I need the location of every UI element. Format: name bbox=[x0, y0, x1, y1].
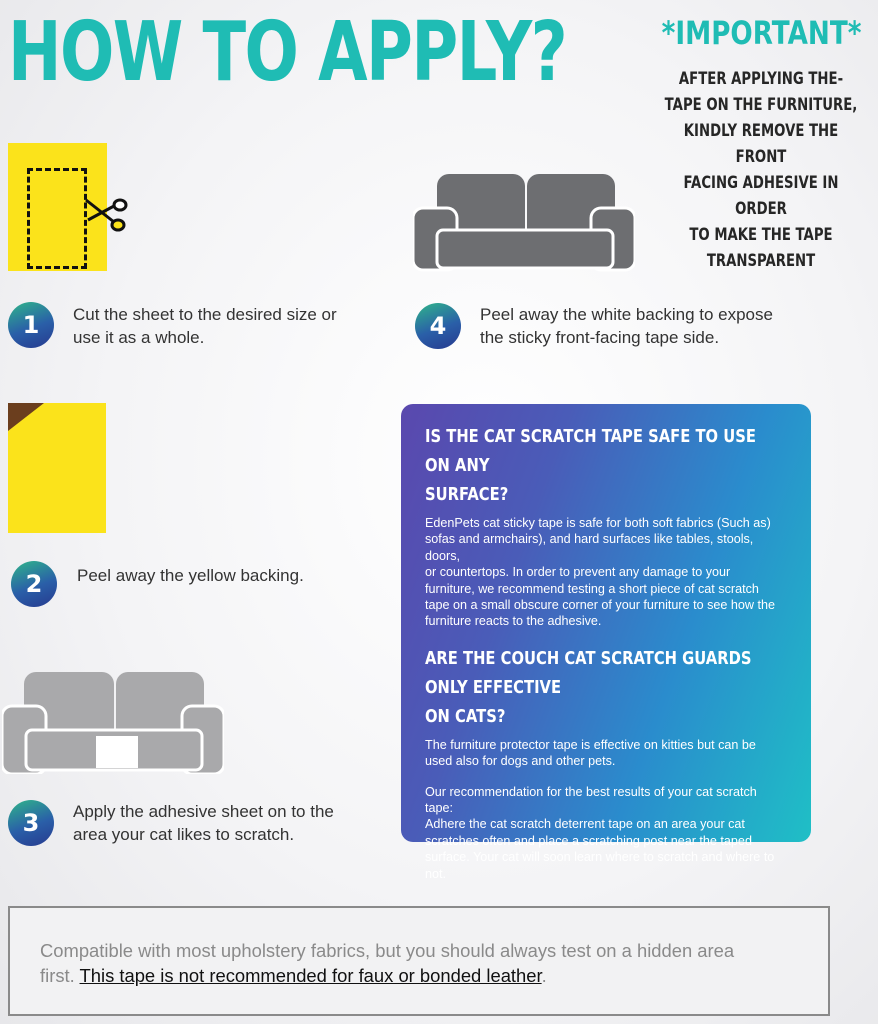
important-note bbox=[659, 66, 863, 274]
important-heading: *IMPORTANT* bbox=[661, 14, 862, 52]
notice-line-1: Compatible with most upholstery fabrics, but you should always test on a hidden area bbox=[40, 940, 735, 961]
faq-answer-line: tape: bbox=[425, 801, 454, 816]
faq-answer-line: EdenPets cat sticky tape is safe for both soft fabrics (Such as) bbox=[425, 516, 771, 530]
faq-question-line: ARE THE COUCH CAT SCRATCH GUARDS ONLY EFFECTIVE bbox=[425, 647, 752, 698]
faq-answer-line: not. bbox=[425, 866, 447, 881]
faq-recommendation bbox=[425, 784, 787, 882]
faq-answer-line: Our recommendation for the best results of your cat scratch bbox=[425, 784, 757, 799]
important-line: AFTER APPLYING THE- bbox=[678, 69, 844, 89]
cut-line-dashed bbox=[27, 168, 87, 269]
step-1-line: Cut the sheet to the desired size or bbox=[73, 305, 337, 324]
important-line: TO MAKE THE TAPE TRANSPARENT bbox=[689, 225, 833, 271]
faq-answer-line: scratches often and place a scratching post near the taped bbox=[425, 833, 752, 848]
step-1-badge: 1 bbox=[8, 302, 54, 348]
faq-answer-line: used also for dogs and other pets. bbox=[425, 754, 616, 769]
yellow-backing-illustration bbox=[8, 403, 106, 533]
faq-answer-line: sofas and armchairs), and hard surfaces like tables, stools, doors, bbox=[425, 532, 754, 563]
step-1-line: use it as a whole. bbox=[73, 328, 205, 347]
faq-answer-line: furniture, we recommend testing a short piece of cat scratch bbox=[425, 581, 759, 596]
faq-answer-line: furniture reacts to the adhesive. bbox=[425, 614, 602, 629]
faq-question-line: ON CATS? bbox=[425, 705, 506, 727]
faq-question-line: SURFACE? bbox=[425, 484, 509, 505]
leather-warning: This tape is not recommended for faux or bonded leather bbox=[79, 965, 542, 986]
page-title: HOW TO APPLY? bbox=[8, 5, 567, 100]
step-4-line: the sticky front-facing tape side. bbox=[480, 328, 720, 347]
step-2-badge: 2 bbox=[11, 561, 57, 607]
faq-answer-2 bbox=[425, 737, 787, 770]
faq-question-1 bbox=[425, 422, 786, 509]
faq-panel bbox=[401, 404, 811, 881]
step-3-line: area your cat likes to scratch. bbox=[73, 825, 295, 844]
peeled-corner-icon bbox=[8, 403, 106, 533]
step-4-line: Peel away the white backing to expose bbox=[480, 305, 773, 324]
important-line: FACING ADHESIVE IN ORDER bbox=[683, 173, 839, 219]
step-2-line: Peel away the yellow backing. bbox=[77, 566, 304, 585]
faq-answer-line: Adhere the cat scratch deterrent tape on an area your cat bbox=[425, 817, 745, 832]
scissors-icon bbox=[84, 192, 130, 238]
important-line: TAPE ON THE FURNITURE, bbox=[664, 95, 858, 115]
faq-question-2 bbox=[425, 644, 786, 731]
notice-prefix: first. bbox=[40, 965, 80, 986]
faq-answer-1 bbox=[425, 515, 787, 630]
compatibility-notice bbox=[8, 906, 830, 1016]
sofa-icon bbox=[413, 172, 635, 272]
step-4-text bbox=[480, 303, 773, 349]
step-3-badge: 3 bbox=[8, 800, 54, 846]
faq-answer-line: tape on a small obscure corner of your furniture to see how the bbox=[425, 598, 776, 613]
step-3-line: Apply the adhesive sheet on to the bbox=[73, 802, 334, 821]
sofa-with-patch-icon bbox=[2, 668, 224, 774]
important-line: KINDLY REMOVE THE FRONT bbox=[683, 121, 839, 167]
step-3-text bbox=[73, 800, 334, 846]
faq-answer-line: surface. Your cat will soon learn where to scratch and where to bbox=[425, 850, 775, 865]
notice-line-2 bbox=[40, 963, 798, 988]
step-1-text bbox=[73, 303, 337, 349]
faq-answer-line: or countertops. In order to prevent any damage to your bbox=[425, 565, 731, 580]
notice-suffix: . bbox=[541, 965, 547, 986]
faq-question-line: IS THE CAT SCRATCH TAPE SAFE TO USE ON ANY bbox=[425, 426, 756, 476]
step-4-badge: 4 bbox=[415, 303, 461, 349]
faq-answer-line: The furniture protector tape is effective on kitties but can be bbox=[425, 737, 756, 752]
step-2-text bbox=[77, 564, 304, 587]
